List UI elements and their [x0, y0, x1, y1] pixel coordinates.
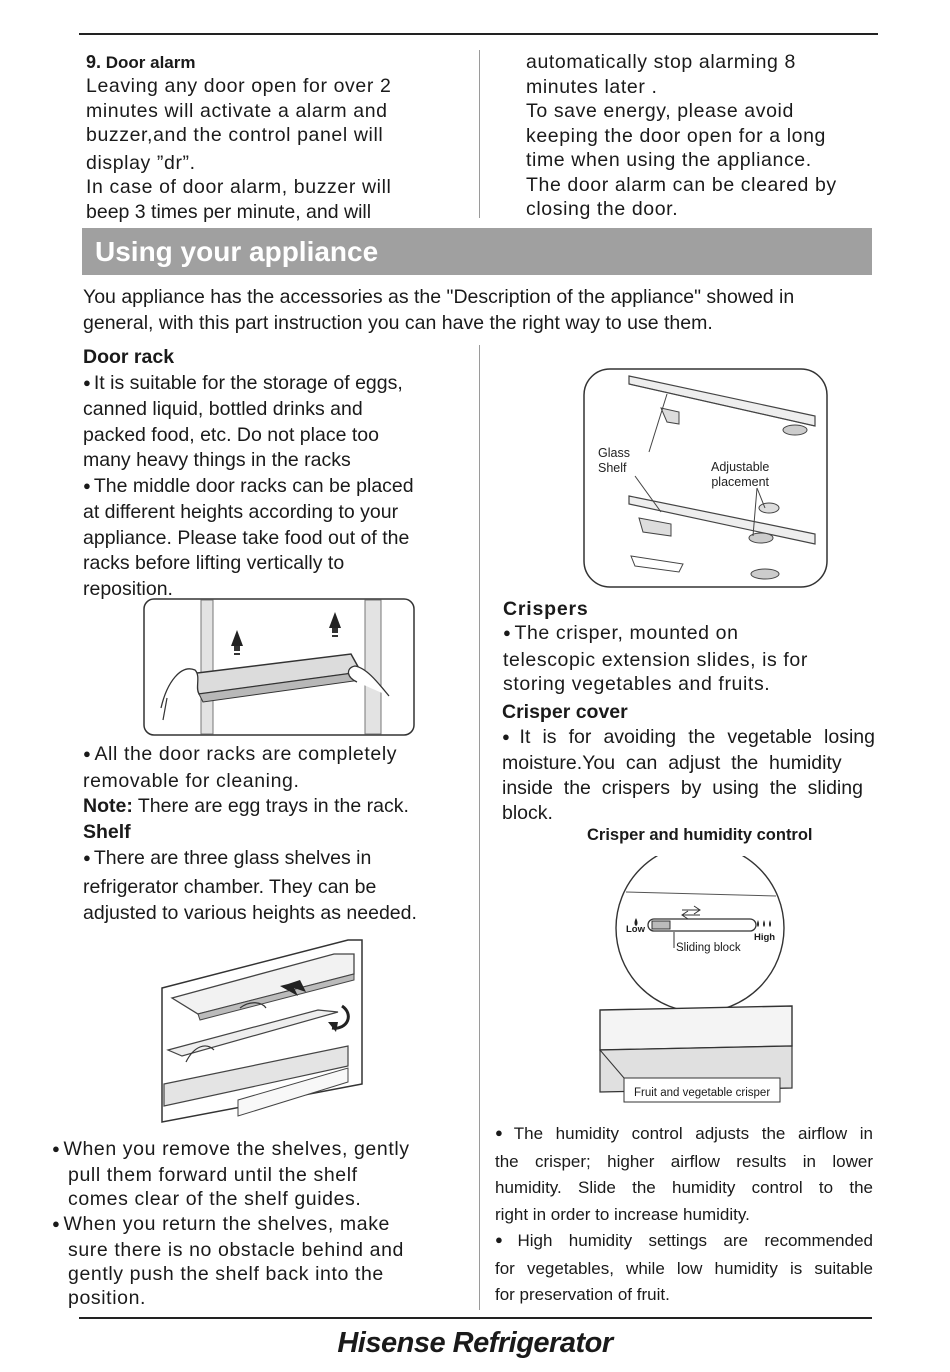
shelf-figure [158, 934, 368, 1126]
bullet-icon [503, 622, 514, 644]
glass-shelf-label: Glass Shelf [598, 446, 630, 475]
shelf-remove-item: ● When you remove the shelves, gently pull them forward until the shelf comes clear of the shelf guides. [52, 1137, 472, 1212]
door-rack-section: Door rack ● It is suitable for the storage of eggs, canned liquid, bottled drinks and packed food, etc. Do not place too many heavy things in the racks ● The middle door racks can be placed at different heights according to your appliance. Please take food out of the racks before lifting vertically to reposition. [83, 345, 463, 602]
crispers-section: Crispers ● The crisper, mounted on telescopic extension slides, is for storing vegetables and fruits. [503, 597, 883, 696]
intro-paragraph: You appliance has the accessories as the "Description of the appliance" showed in general, with this part instruction you can have the right way to use them. [83, 286, 795, 334]
door-rack-figure [143, 598, 415, 736]
high-label: High [754, 932, 776, 943]
section-banner-title: Using your appliance [95, 236, 379, 267]
shelf-return-item: ● When you return the shelves, make sure there is no obstacle behind and gently push the shelf back into the position. [52, 1212, 472, 1311]
bullet-icon [52, 1213, 63, 1235]
shelf-title: Shelf [83, 821, 131, 843]
bullet-icon [495, 1231, 517, 1250]
adjustable-placement-label: Adjustable placement [711, 460, 770, 489]
door-alarm-continued: automatically stop alarming 8 minutes later . To save energy, please avoid keeping the door open for a long time when using the appliance. The door alarm can be cleared by closing the door. [526, 51, 837, 220]
glass-shelf-figure [583, 368, 828, 588]
crisper-figure-caption: Crisper and humidity control [587, 826, 813, 844]
sliding-block-label: Sliding block [676, 942, 741, 954]
crispers-title: Crispers [503, 598, 589, 620]
door-alarm-heading: 9. Door alarm [86, 52, 196, 72]
shelf-remove-return [52, 1137, 472, 1310]
footer-brand: Hisense Refrigerator [337, 1327, 613, 1359]
bottom-rule [79, 1317, 872, 1319]
crisper-cover-title: Crisper cover [502, 701, 628, 723]
humidity-paragraph: ● The humidity control adjusts the airflow in the crisper; higher airflow results in lower humidity. Slide the humidity control to the right in order to increase humidity. ● High humidity settings are recommended for vegetables, while low humidity is suitable for preservation of fruit. [495, 1121, 873, 1309]
door-rack-title: Door rack [83, 346, 175, 368]
bullet-icon [502, 726, 520, 748]
note-line: Note: There are egg trays in the rack. [83, 795, 409, 817]
bullet-icon [83, 372, 94, 394]
bullet-icon [83, 847, 94, 869]
section-banner [82, 228, 872, 275]
bullet-icon [83, 475, 94, 497]
main-column-separator [479, 345, 480, 1310]
door-alarm-section [86, 51, 466, 224]
top-rule [79, 33, 878, 35]
bullet-icon [495, 1124, 514, 1143]
crisper-figure [596, 856, 796, 1116]
top-column-separator [479, 50, 480, 218]
crisper-cover-section: Crisper cover ● It is for avoiding the vegetable losing moisture.You can adjust the humidity inside the crispers by using the sliding block. [502, 700, 875, 826]
low-label: Low [626, 924, 645, 935]
bullet-icon [83, 743, 94, 765]
door-rack-removable: ● All the door racks are completely removable for cleaning. Note: There are egg trays in the rack. Shelf ● There are three glass shelves in refrigerator chamber. They can be adjusted to various heights as needed. [83, 742, 473, 927]
fruit-crisper-label: Fruit and vegetable crisper [634, 1087, 771, 1099]
bullet-icon [52, 1138, 63, 1160]
door-alarm-text: Leaving any door open for over 2 minutes will activate a alarm and buzzer,and the control panel will display ”dr”. In case of door alarm, buzzer will beep 3 times per minute, and will [86, 75, 392, 223]
shelf-text: ● There are three glass shelves in refrigerator chamber. They can be adjusted to various heights as needed. [83, 845, 473, 927]
